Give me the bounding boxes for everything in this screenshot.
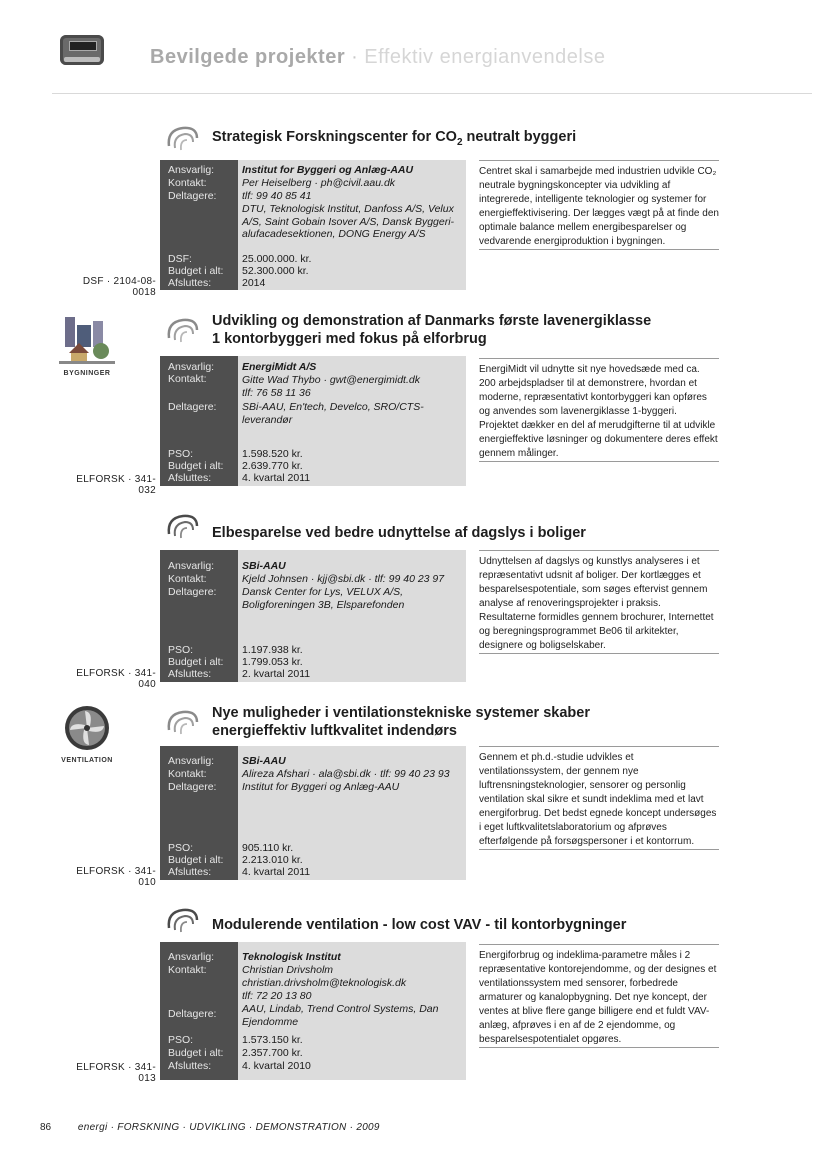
value-bevilling: 1.573.150 kr. [242, 1034, 303, 1046]
value-afsluttes: 2014 [242, 277, 266, 289]
label-ansvarlig: Ansvarlig: [168, 361, 215, 373]
value-bevilling: 1.598.520 kr. [242, 448, 303, 460]
label-ansvarlig: Ansvarlig: [168, 560, 215, 572]
label-kontakt: Kontakt: [168, 177, 207, 189]
label-bevilling: PSO: [168, 842, 194, 854]
label-bevilling: PSO: [168, 448, 194, 460]
value-bevilling: 1.197.938 kr. [242, 644, 303, 656]
value-email: christian.drivsholm@teknologisk.dk [242, 977, 407, 989]
label-deltagere: Deltagere: [168, 586, 217, 598]
value-ansvarlig: Institut for Byggeri og Anlæg-AAU [242, 164, 414, 176]
value-kontakt: Kjeld Johnsen · kjj@sbi.dk · tlf: 99 40 23 97 [242, 573, 445, 585]
project-description: Energiforbrug og indeklima-parametre måles i 2 repræsentative kontorejendomme, og der designes et ventilationssystem med sensorer, forbedrede armaturer og kanalopbygning. Det nye koncept, der ventes at blive flere gange billigere end et fuldt VAV-anlæg, afprøves i en af de 2 ejendomme, og besparelsespotentialet opgøres. [479, 944, 719, 1048]
project-title: Elbesparelse ved bedre udnyttelse af dagslys i boliger [212, 525, 586, 541]
label-budget: Budget i alt: [168, 265, 224, 277]
page-footer [40, 1122, 380, 1133]
value-afsluttes: 4. kvartal 2010 [242, 1060, 311, 1072]
swirl-icon [163, 120, 205, 154]
value-deltagere: SBi-AAU, En'tech, Develco, SRO/CTS-leverandør [242, 401, 424, 426]
label-budget: Budget i alt: [168, 854, 224, 866]
project-description: Centret skal i samarbejde med industrien udvikle CO₂ neutrale bygningskoncepter via udvikling af integrerede, intelligente teknologier og systemer for energieffektivisering. Der lægges vægt på at finde den optimale balance mellem energibesparelser og vedvarende energiproduktion i bygningen. [479, 160, 719, 250]
category-label: BYGNINGER [63, 370, 111, 377]
label-bevilling: PSO: [168, 1034, 194, 1046]
label-bevilling: DSF: [168, 253, 192, 265]
label-deltagere: Deltagere: [168, 781, 217, 793]
label-deltagere: Deltagere: [168, 190, 217, 202]
label-kontakt: Kontakt: [168, 768, 207, 780]
value-deltagere: Institut for Byggeri og Anlæg-AAU [242, 781, 400, 793]
value-budget: 1.799.053 kr. [242, 656, 303, 668]
page-number: 86 [40, 1122, 52, 1133]
value-bevilling: 25.000.000. kr. [242, 253, 312, 265]
project-title: Modulerende ventilation - low cost VAV - til kontorbygninger [212, 917, 627, 933]
label-afsluttes: Afsluttes: [168, 1060, 212, 1072]
category-label: VENTILATION [61, 757, 113, 764]
label-budget: Budget i alt: [168, 656, 224, 668]
value-afsluttes: 4. kvartal 2011 [242, 472, 311, 484]
project-code: ELFORSK · 341-010 [76, 866, 156, 888]
value-kontakt: Alireza Afshari · ala@sbi.dk · tlf: 99 40 23 93 [242, 768, 450, 780]
label-afsluttes: Afsluttes: [168, 668, 212, 680]
page-header [0, 0, 827, 100]
label-ansvarlig: Ansvarlig: [168, 755, 215, 767]
label-deltagere: Deltagere: [168, 1008, 217, 1020]
value-bevilling: 905.110 kr. [242, 842, 294, 854]
topic-title: Effektiv energianvendelse [364, 46, 606, 68]
label-deltagere: Deltagere: [168, 401, 217, 413]
label-afsluttes: Afsluttes: [168, 472, 212, 484]
value-kontakt: Christian Drivsholm [242, 964, 334, 976]
fan-icon [63, 704, 111, 752]
publication-title: energi · FORSKNING · UDVIKLING · DEMONSTRATION · 2009 [77, 1122, 380, 1133]
category-ventilation [52, 704, 122, 764]
label-bevilling: PSO: [168, 644, 194, 656]
value-afsluttes: 2. kvartal 2011 [242, 668, 311, 680]
label-budget: Budget i alt: [168, 460, 224, 472]
project-code: DSF · 2104-08-0018 [82, 276, 156, 298]
project-title: Udvikling og demonstration af Danmarks første lavenergiklasse 1 kontorbyggeri med fokus på elforbrug [212, 313, 652, 347]
project-description: Gennem et ph.d.-studie udvikles et ventilationssystem, der gennem nye luftrensningsteknologier, sensorer og personlig ventilation skal sikre et sundt indeklima med et lavt energiforbrug. Det bedst egnede koncept undersøges i eget luftkvalitetslaboratorium og afprøves efterfølgende på forsøgspersoner i et kontorrum. [479, 746, 719, 850]
swirl-icon [163, 312, 205, 346]
value-tlf: tlf: 72 20 13 80 [242, 990, 312, 1002]
category-buildings [52, 313, 122, 377]
value-deltagere: Dansk Center for Lys, VELUX A/S, Boligforeningen 3B, Elsparefonden [242, 586, 405, 611]
label-kontakt: Kontakt: [168, 373, 207, 385]
label-ansvarlig: Ansvarlig: [168, 951, 215, 963]
value-budget: 2.357.700 kr. [242, 1047, 303, 1059]
project-title: Strategisk Forskningscenter for $CO_2$ neutralt byggeri [212, 129, 577, 148]
swirl-icon [163, 902, 205, 936]
energy-meter-icon [60, 35, 104, 65]
label-budget: Budget i alt: [168, 1047, 224, 1059]
value-budget: 2.639.770 kr. [242, 460, 303, 472]
value-ansvarlig: Teknologisk Institut [242, 951, 341, 963]
title-separator: · [351, 46, 359, 68]
swirl-icon [163, 508, 205, 542]
buildings-icon [57, 313, 117, 365]
header-divider [52, 93, 812, 94]
section-title: Bevilgede projekter [150, 46, 346, 68]
value-deltagere: AAU, Lindab, Trend Control Systems, Dan Ejendomme [242, 1003, 439, 1028]
value-ansvarlig: SBi-AAU [242, 755, 286, 767]
label-ansvarlig: Ansvarlig: [168, 164, 215, 176]
label-kontakt: Kontakt: [168, 573, 207, 585]
label-afsluttes: Afsluttes: [168, 866, 212, 878]
value-kontakt: Per Heiselberg · ph@civil.aau.dk [242, 177, 396, 189]
value-tlf: tlf: 76 58 11 36 [242, 387, 311, 399]
label-afsluttes: Afsluttes: [168, 277, 212, 289]
swirl-icon [163, 704, 205, 738]
value-tlf: tlf: 99 40 85 41 [242, 190, 312, 202]
value-budget: 2.213.010 kr. [242, 854, 303, 866]
value-budget: 52.300.000 kr. [242, 265, 309, 277]
value-kontakt: Gitte Wad Thybo · gwt@energimidt.dk [242, 374, 420, 386]
value-afsluttes: 4. kvartal 2011 [242, 866, 311, 878]
value-ansvarlig: EnergiMidt A/S [242, 361, 317, 373]
project-description: Udnyttelsen af dagslys og kunstlys analyseres i et repræsentativt udsnit af boliger. Der kortlægges et besparelsespotentiale, som søges eftervist gennem analyse af renoveringsprojekter i praksis. Resultaterne formidles gennem brochurer, Internettet og beregningsprogrammet Be06 til arkitekter, designere og boligselskaber. [479, 550, 719, 654]
project-description: EnergiMidt vil udnytte sit nye hovedsæde med ca. 200 arbejdspladser til at demonstrere, hvordan et moderne, repræsentativt kontorbyggeri kan opføres og anvendes som lavenergiklasse 1-byggeri. Projektet dækker en del af merudgifterne til at udvikle energieffektive løsninger og dokumentere deres effekt gennem målinger. [479, 358, 719, 462]
value-deltagere: DTU, Teknologisk Institut, Danfoss A/S, Velux A/S, Saint Gobain Isover A/S, Dansk Byggeri-alufacadesektionen, DONG Energy A/S [242, 203, 455, 240]
project-title: Nye muligheder i ventilationstekniske systemer skaber energieffektiv luftkvalitet indendørs [212, 705, 590, 739]
value-ansvarlig: SBi-AAU [242, 560, 286, 572]
page-title [150, 46, 605, 69]
project-code: ELFORSK · 341-013 [76, 1062, 156, 1084]
label-kontakt: Kontakt: [168, 964, 207, 976]
project-code: ELFORSK · 341-040 [76, 668, 156, 690]
project-code: ELFORSK · 341-032 [76, 474, 156, 496]
